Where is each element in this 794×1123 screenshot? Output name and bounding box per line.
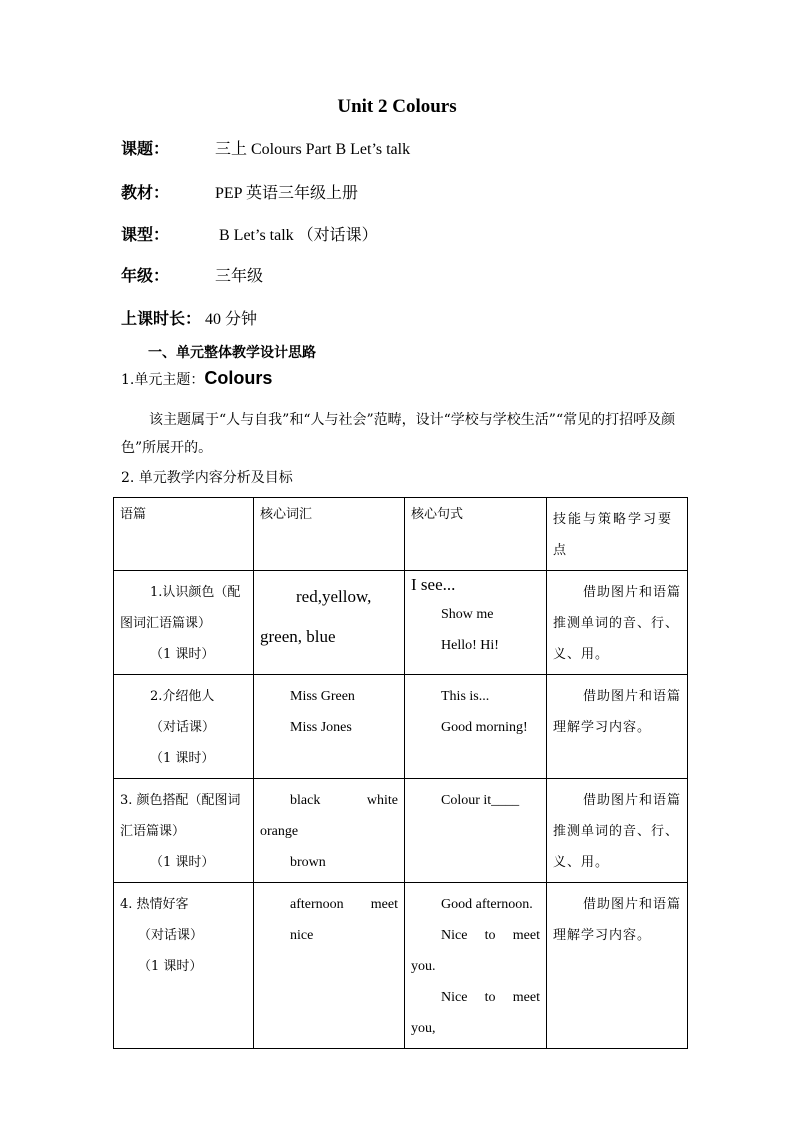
meta-value: 40 分钟 bbox=[201, 311, 258, 328]
text-cell bbox=[114, 883, 254, 1049]
sentence-word: Nice bbox=[441, 990, 468, 1005]
header-cell: 核心词汇 bbox=[254, 498, 405, 571]
skills-text: 借助图片和语篇推测单词的音、行、义、用。 bbox=[553, 793, 682, 870]
sentence-line: you, bbox=[411, 1021, 436, 1036]
sentence-cell bbox=[405, 779, 547, 883]
text-line: （对话课） bbox=[138, 928, 204, 943]
sentence-line: Hello! Hi! bbox=[441, 638, 499, 653]
meta-textbook bbox=[121, 180, 358, 203]
meta-grade bbox=[121, 263, 263, 286]
vocab-cell bbox=[254, 779, 405, 883]
text-line: 4. 热情好客 bbox=[120, 897, 189, 912]
table-row bbox=[114, 571, 688, 675]
vocab-word: meet bbox=[370, 897, 398, 912]
meta-value: PEP 英语三年级上册 bbox=[215, 185, 358, 202]
sentence-line: Show me bbox=[441, 607, 494, 622]
sentence-line: Colour it____ bbox=[441, 793, 520, 808]
sentence-line: Good afternoon. bbox=[441, 897, 533, 912]
text-line: （1 课时） bbox=[138, 959, 203, 974]
header-cell: 技能与策略学习要点 bbox=[547, 498, 688, 571]
text-line: 3. 颜色搭配（配图词汇语篇课） bbox=[120, 793, 241, 839]
sentence-line: you. bbox=[411, 959, 436, 974]
vocab-cell bbox=[254, 883, 405, 1049]
vocab-line bbox=[260, 785, 398, 816]
text-cell bbox=[114, 571, 254, 675]
meta-label: 课题： bbox=[121, 139, 170, 158]
sentence-line: This is... bbox=[441, 689, 490, 704]
text-line: （1 课时） bbox=[150, 855, 215, 870]
meta-label: 年级： bbox=[121, 266, 170, 285]
vocab-line: green, blue bbox=[260, 627, 336, 646]
skills-text: 借助图片和语篇理解学习内容。 bbox=[553, 689, 682, 735]
section-heading: 一、单元整体教学设计思路 bbox=[148, 345, 316, 361]
sentence-line: Good morning! bbox=[441, 720, 528, 735]
unit-theme-label: 1.单元主题： bbox=[121, 372, 205, 388]
vocab-word: white bbox=[366, 793, 398, 808]
page-title: Unit 2 Colours bbox=[337, 96, 457, 117]
meta-value: 三年级 bbox=[215, 268, 264, 285]
vocab-cell bbox=[254, 675, 405, 779]
table-row bbox=[114, 883, 688, 1049]
header-cell: 核心句式 bbox=[405, 498, 547, 571]
sentence-word: Nice bbox=[441, 928, 468, 943]
meta-label: 上课时长： bbox=[121, 309, 202, 328]
skills-cell bbox=[547, 779, 688, 883]
meta-value: 三上 Colours Part B Let’s talk bbox=[215, 141, 411, 158]
sentence-word: to bbox=[484, 990, 496, 1005]
vocab-line bbox=[260, 889, 398, 920]
vocab-cell bbox=[254, 571, 405, 675]
text-line: 2.介绍他人 bbox=[150, 689, 215, 704]
sentence-word: to bbox=[484, 928, 496, 943]
text-cell bbox=[114, 675, 254, 779]
vocab-line: brown bbox=[290, 855, 326, 870]
meta-value: B Let’s talk （对话课） bbox=[215, 227, 378, 244]
vocab-word: black bbox=[290, 793, 321, 808]
sentence-word: meet bbox=[512, 928, 540, 943]
vocab-line: Miss Green bbox=[290, 689, 355, 704]
sentence-line: I see... bbox=[411, 575, 456, 594]
table-heading: 2. 单元教学内容分析及目标 bbox=[121, 470, 293, 486]
meta-topic bbox=[121, 136, 410, 159]
meta-lesson-type bbox=[121, 222, 378, 245]
header-cell: 语篇 bbox=[114, 498, 254, 571]
vocab-line: red,yellow, bbox=[296, 587, 372, 606]
table-header-row bbox=[114, 498, 688, 571]
meta-duration bbox=[121, 306, 257, 329]
unit-content-table bbox=[113, 497, 688, 1049]
skills-cell bbox=[547, 571, 688, 675]
sentence-cell bbox=[405, 883, 547, 1049]
text-line: （1 课时） bbox=[150, 751, 215, 766]
vocab-word: afternoon bbox=[290, 897, 344, 912]
unit-theme-value: Colours bbox=[204, 368, 273, 388]
unit-theme bbox=[121, 368, 272, 389]
vocab-line: Miss Jones bbox=[290, 720, 352, 735]
skills-text: 借助图片和语篇理解学习内容。 bbox=[553, 897, 682, 943]
vocab-line: nice bbox=[290, 928, 314, 943]
text-line: （1 课时） bbox=[150, 647, 215, 662]
text-line: 1.认识颜色（配图词汇语篇课） bbox=[120, 585, 241, 631]
sentence-word: meet bbox=[512, 990, 540, 1005]
table-row bbox=[114, 779, 688, 883]
sentence-cell bbox=[405, 675, 547, 779]
theme-description: 该主题属于“人与自我”和“人与社会”范畴，设计“学校与学校生活”“常见的打招呼及颜色”所展开的。 bbox=[121, 412, 676, 456]
sentence-line bbox=[411, 920, 540, 951]
vocab-line: orange bbox=[260, 824, 299, 839]
meta-label: 教材： bbox=[121, 183, 170, 202]
text-cell bbox=[114, 779, 254, 883]
sentence-cell bbox=[405, 571, 547, 675]
skills-text: 借助图片和语篇推测单词的音、行、义、用。 bbox=[553, 585, 682, 662]
sentence-line bbox=[411, 982, 540, 1013]
skills-cell bbox=[547, 883, 688, 1049]
table-row bbox=[114, 675, 688, 779]
text-line: （对话课） bbox=[150, 720, 216, 735]
meta-label: 课型： bbox=[121, 225, 170, 244]
skills-cell bbox=[547, 675, 688, 779]
